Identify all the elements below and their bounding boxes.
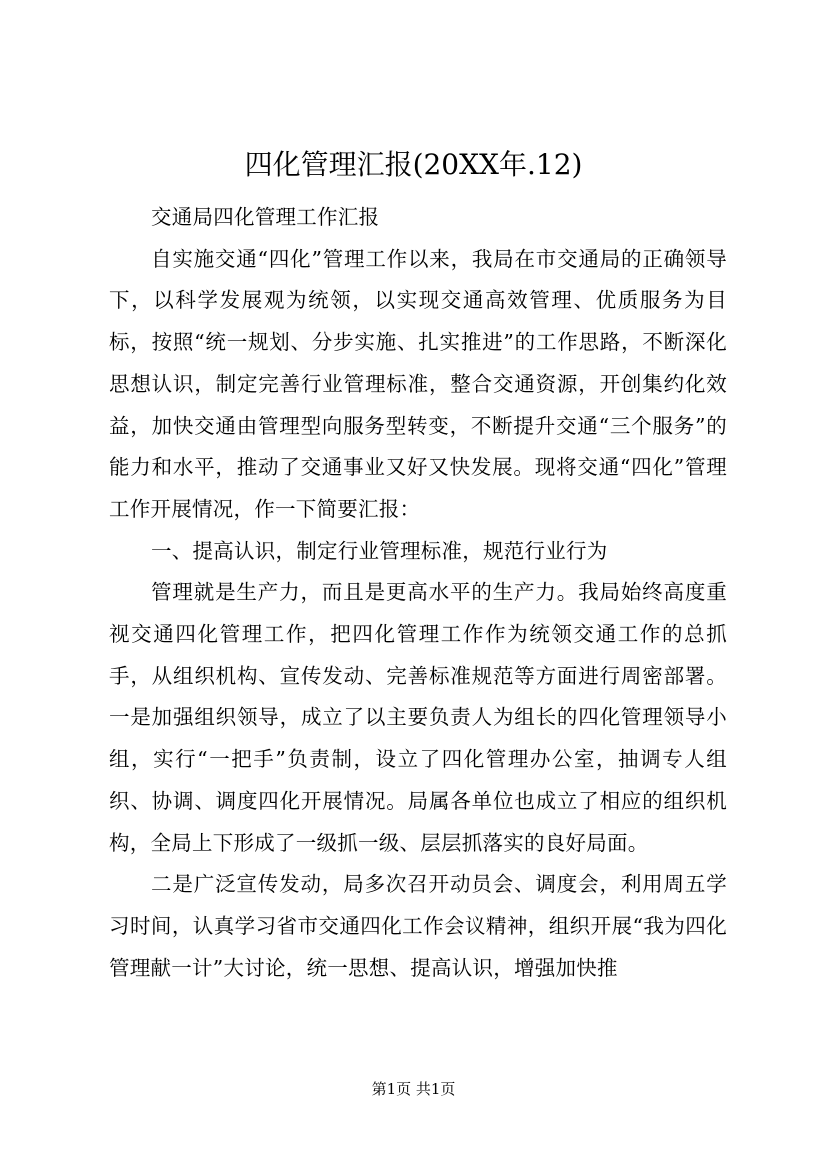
paragraph-subtitle: 交通局四化管理工作汇报 xyxy=(151,205,380,229)
paragraph-management: 管理就是生产力，而且是更高水平的生产力。我局始终高度重视交通四化管理工作，把四化管理工作作为统领交通工作的总抓手，从组织机构、宣传发动、完善标准规范等方面进行周密部署。一是加强组织领导，成立了以主要负责人为组长的四化管理领导小组，实行“一把手”负责制，设立了四化管理办公室，抽调专人组织、协调、调度四化开展情况。局属各单位也成立了相应的组织机构，全局上下形成了一级抓一级、层层抓落实的良好局面。 xyxy=(109,580,727,855)
paragraph-publicity: 二是广泛宣传发动，局多次召开动员会、调度会，利用周五学习时间，认真学习省市交通四化工作会议精神，组织开展“我为四化管理献一计”大讨论，统一思想、提高认识，增强加快推 xyxy=(109,872,727,980)
section-heading-1: 一、提高认识，制定行业管理标准，规范行业行为 xyxy=(151,538,608,563)
page-footer: 第1页 共1页 xyxy=(371,1080,456,1098)
paragraph-intro: 自实施交通“四化”管理工作以来，我局在市交通局的正确领导下，以科学发展观为统领，以实现交通高效管理、优质服务为目标，按照“统一规划、分步实施、扎实推进”的工作思路，不断深化思想认识，制定完善行业管理标准，整合交通资源，开创集约化效益，加快交通由管理型向服务型转变，不断提升交通“三个服务”的能力和水平，推动了交通事业又好又快发展。现将交通“四化”管理工作开展情况，作一下简要汇报： xyxy=(109,246,727,521)
document-body xyxy=(109,197,727,989)
document-title: 四化管理汇报(20XX年.12) xyxy=(244,148,583,181)
